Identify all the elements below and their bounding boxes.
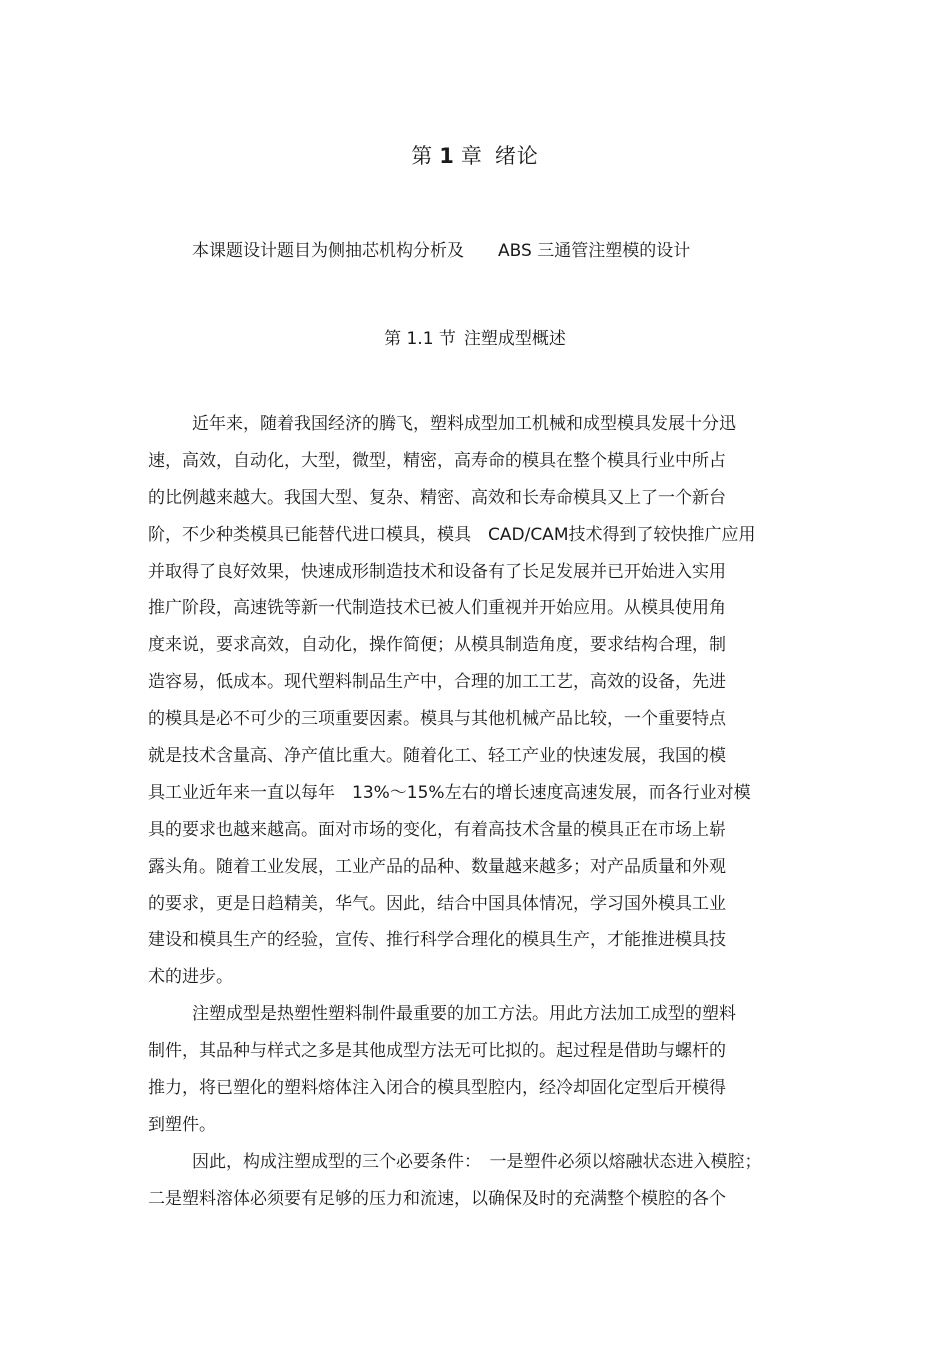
chapter-prefix: 第 bbox=[411, 144, 434, 168]
text-line: 到塑件。 bbox=[148, 1114, 216, 1135]
text-line: 具工业近年来一直以每年 13%～15%左右的增长速度高速发展，而各行业对模 bbox=[148, 782, 751, 803]
section-name: 注塑成型概述 bbox=[463, 329, 566, 349]
text-line: 推广阶段，高速铣等新一代制造技术已被人们重视并开始应用。从模具使用角 bbox=[148, 598, 726, 619]
chapter-suffix: 章 bbox=[460, 144, 483, 168]
text-line: 的要求，更是日趋精美，华气。因此，结合中国具体情况，学习国外模具工业 bbox=[148, 893, 726, 914]
text-line: 度来说，要求高效，自动化，操作简便；从模具制造角度，要求结构合理，制 bbox=[148, 635, 726, 656]
text-line: 术的进步。 bbox=[148, 967, 233, 988]
subject-line bbox=[192, 236, 690, 261]
text-line: 推力，将已塑化的塑料熔体注入闭合的模具型腔内，经冷却固化定型后开模得 bbox=[148, 1078, 726, 1099]
subject-part-2: ABS 三通管注塑模的设计 bbox=[498, 241, 691, 261]
text-line: 二是塑料溶体必须要有足够的压力和流速，以确保及时的充满整个模腔的各个 bbox=[148, 1188, 726, 1209]
text-line: 速，高效，自动化，大型，微型，精密，高寿命的模具在整个模具行业中所占 bbox=[148, 450, 726, 471]
text-line: 制件，其品种与样式之多是其他成型方法无可比拟的。起过程是借助与螺杆的 bbox=[148, 1041, 726, 1062]
chapter-title bbox=[0, 140, 950, 170]
body-text bbox=[148, 406, 808, 1218]
subject-part-1: 本课题设计题目为侧抽芯机构分析及 bbox=[192, 241, 464, 261]
text-line: 造容易，低成本。现代塑料制品生产中，合理的加工工艺，高效的设备，先进 bbox=[148, 672, 726, 693]
text-line: 注塑成型是热塑性塑料制件最重要的加工方法。用此方法加工成型的塑料 bbox=[192, 1004, 736, 1025]
chapter-name: 绪论 bbox=[494, 144, 539, 168]
text-line: 因此，构成注塑成型的三个必要条件： 一是塑件必须以熔融状态进入模腔； bbox=[192, 1151, 762, 1172]
chapter-number: 1 bbox=[439, 144, 455, 168]
section-title bbox=[0, 324, 950, 349]
text-line: 并取得了良好效果，快速成形制造技术和设备有了长足发展并已开始进入实用 bbox=[148, 561, 726, 582]
text-line: 阶，不少种类模具已能替代进口模具，模具 CAD/CAM技术得到了较快推广应用 bbox=[148, 524, 756, 545]
section-prefix: 第 1.1 节 bbox=[384, 329, 456, 349]
text-line: 的比例越来越大。我国大型、复杂、精密、高效和长寿命模具又上了一个新台 bbox=[148, 487, 726, 508]
text-line: 具的要求也越来越高。面对市场的变化，有着高技术含量的模具正在市场上崭 bbox=[148, 819, 726, 840]
text-line: 近年来，随着我国经济的腾飞，塑料成型加工机械和成型模具发展十分迅 bbox=[192, 414, 736, 434]
text-line: 建设和模具生产的经验，宣传、推行科学合理化的模具生产，才能推进模具技 bbox=[148, 930, 726, 951]
text-line: 露头角。随着工业发展，工业产品的品种、数量越来越多；对产品质量和外观 bbox=[148, 856, 726, 877]
text-line: 的模具是必不可少的三项重要因素。模具与其他机械产品比较，一个重要特点 bbox=[148, 709, 726, 730]
text-line: 就是技术含量高、净产值比重大。随着化工、轻工产业的快速发展，我国的模 bbox=[148, 746, 726, 767]
